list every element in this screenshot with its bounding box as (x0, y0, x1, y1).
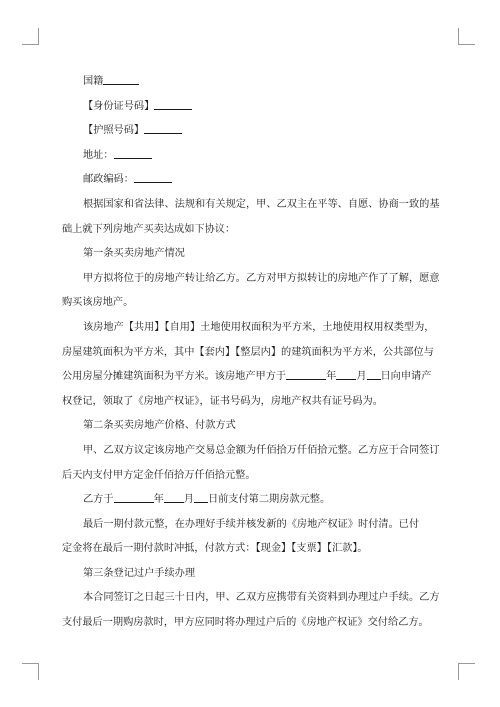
paragraph-continuation (62, 611, 440, 636)
fill-in-blank (286, 367, 326, 380)
fill-in-blank (114, 490, 154, 503)
fill-in-blank (336, 367, 356, 380)
text-run: 年 (326, 371, 337, 383)
text-run: 第二条买卖房地产价格、付款方式 (83, 420, 236, 432)
paragraph-line (62, 193, 440, 218)
text-run: 乙方于 (83, 494, 114, 506)
paragraph-continuation (62, 291, 440, 316)
paragraph-continuation (62, 218, 440, 243)
fill-in-blank (194, 490, 208, 503)
fill-in-blank (134, 170, 172, 183)
fill-in-blank (103, 72, 139, 85)
paragraph-line (62, 439, 440, 464)
text-run: 日前支付第二期房款元整。 (207, 494, 331, 506)
text-run: 房屋建筑面积为平方米，其中【套内】【整层内】的建筑面积为平方米，公共部位与 (62, 346, 434, 358)
text-run: 年 (153, 494, 164, 506)
text-run: 甲、乙双方议定该房地产交易总金额为仟佰拾万仟佰拾元整。乙方应于合同签订 (83, 444, 440, 456)
text-run: 邮政编码： (83, 174, 134, 186)
text-run: 本合同签订之日起三十日内，甲、乙双方应携带有关资料到办理过户手续。乙方 (83, 592, 440, 604)
paragraph-line (62, 414, 440, 439)
form-field-line (62, 119, 440, 144)
text-run: 础上就下列房地产买卖达成如下协议： (62, 223, 236, 235)
paragraph-line (62, 562, 440, 587)
text-run: 权登记，领取了《房地产权证》，证书号码为，房地产权共有证号码为。 (62, 395, 383, 407)
text-run: 【身份证号码】 (83, 100, 155, 112)
text-run: 支付最后一期购房款时，甲方应同时将办理过户后的《房地产权证》交付给乙方。 (62, 617, 429, 629)
form-field-line (62, 70, 440, 95)
paragraph-continuation (62, 365, 440, 390)
text-run: 月 (183, 494, 194, 506)
contract-body (62, 70, 440, 636)
text-run: 甲方拟将位于的房地产转让给乙方。乙方对甲方拟转让的房地产作了了解，愿意 (83, 272, 440, 284)
fill-in-blank (154, 97, 192, 110)
text-run: 月 (356, 371, 367, 383)
form-field-line (62, 168, 440, 193)
fill-in-blank (114, 146, 152, 159)
paragraph-line (62, 242, 440, 267)
paragraph-line (62, 316, 440, 341)
fill-in-blank (144, 121, 182, 134)
paragraph-line (62, 586, 440, 611)
form-field-line (62, 144, 440, 169)
fill-in-blank (164, 490, 184, 503)
text-run: 第一条买卖房地产情况 (83, 248, 185, 260)
text-run: 【护照号码】 (83, 125, 145, 137)
paragraph-continuation (62, 464, 440, 489)
text-run: 日向申请产 (380, 371, 432, 383)
text-run: 第三条登记过户手续办理 (83, 567, 196, 579)
fill-in-blank (367, 367, 381, 380)
paragraph-line (62, 513, 440, 538)
text-run: 地址： (83, 149, 114, 161)
paragraph-continuation (62, 341, 440, 366)
paragraph-line (62, 267, 440, 292)
form-field-line (62, 95, 440, 120)
text-run: 公用房屋分摊建筑面积为平方米。该房地产甲方于 (62, 371, 287, 383)
text-run: 购买该房地产。 (62, 297, 134, 309)
text-run: 最后一期付款元整，在办理好手续并核发新的《房地产权证》时付清。已付 (83, 518, 420, 530)
text-run: 该房地产【共用】【自用】土地使用权面积为平方米，土地使用权用权类型为， (83, 321, 435, 333)
text-run: 后天内支付甲方定金仟佰拾万仟佰拾元整。 (62, 469, 256, 481)
text-run: 国籍 (83, 76, 104, 87)
paragraph-line (62, 488, 440, 513)
paragraph-continuation (62, 390, 440, 415)
text-run: 根据国家和省法律、法规和有关规定，甲、乙双主在平等、自愿、协商一致的基 (83, 198, 440, 210)
text-run: 定金将在最后一期付款时冲抵，付款方式：【现金】【支票】【汇款】。 (62, 543, 368, 555)
paragraph-continuation (62, 537, 440, 562)
